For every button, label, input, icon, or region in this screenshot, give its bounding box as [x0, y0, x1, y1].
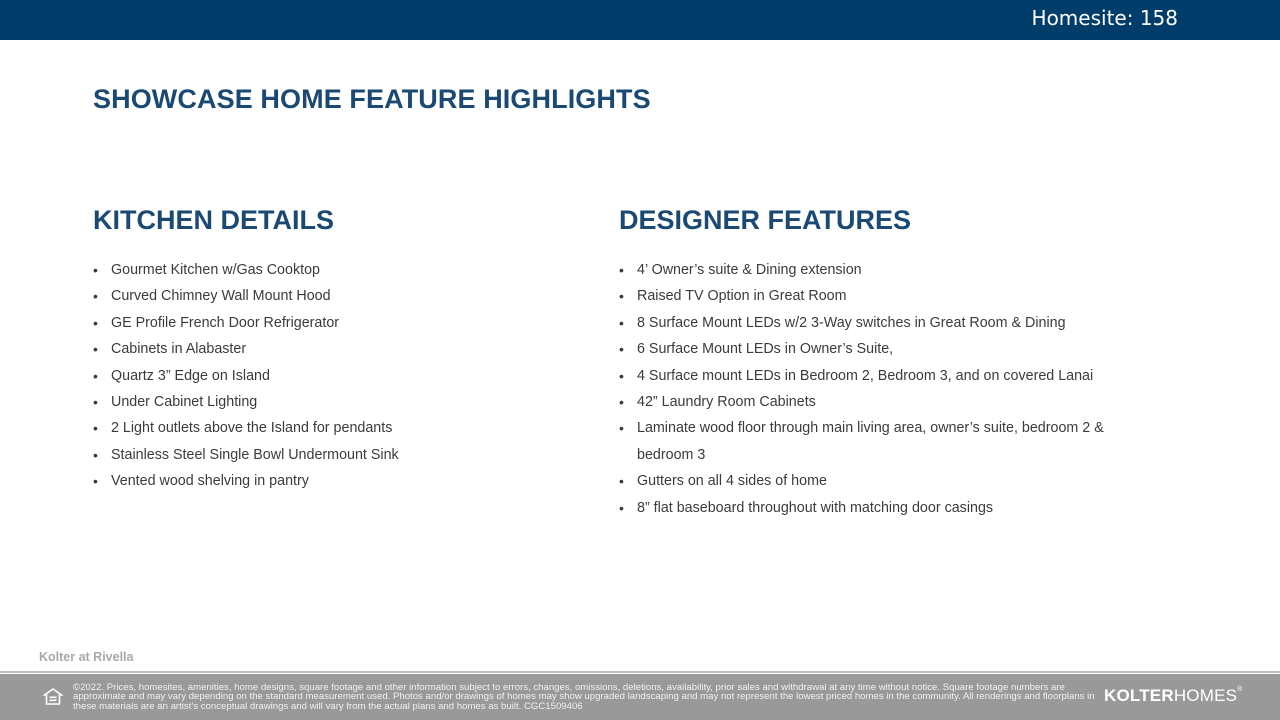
list-item: • 8 Surface Mount LEDs w/2 3-Way switches in Great Room & Dining: [619, 310, 1119, 336]
list-item: • Gourmet Kitchen w/Gas Cooktop: [93, 257, 573, 283]
designer-features-title: DESIGNER FEATURES: [619, 205, 912, 235]
list-item: • Raised TV Option in Great Room: [619, 283, 1119, 309]
logo-text-bold: KOLTER: [1104, 686, 1174, 705]
kitchen-details-list: [93, 257, 573, 495]
list-item: • Stainless Steel Single Bowl Undermount Sink: [93, 442, 573, 468]
community-name: Kolter at Rivella: [39, 650, 134, 664]
footer-divider: [0, 671, 1280, 673]
list-item: • Under Cabinet Lighting: [93, 389, 573, 415]
list-item: • Gutters on all 4 sides of home: [619, 468, 1119, 494]
equal-housing-icon: [43, 687, 63, 707]
list-item: • 4’ Owner’s suite & Dining extension: [619, 257, 1119, 283]
designer-features-list: [619, 257, 1119, 521]
homesite-label: Homesite: 158: [1031, 6, 1178, 30]
kitchen-details-title: KITCHEN DETAILS: [93, 205, 334, 235]
logo-text-regular: HOMES: [1173, 686, 1238, 705]
list-item: • GE Profile French Door Refrigerator: [93, 310, 573, 336]
legal-disclaimer: ©2022. Prices, homesites, amenities, home designs, square footage and other information subject to errors, changes, omissions, deletions, availability, prior sales and withdrawal at any time without notice. Square footage numbers are approximate and may vary depending on the standard measurement used. Photos and/or drawings of homes may show upgraded landscaping and may not represent the lowest priced homes in the community. All renderings and floorplans in these materials are an artist’s conceptual drawings and will vary from the actual plans and homes as built. CGC1509406: [73, 682, 1095, 712]
list-item: • 4 Surface mount LEDs in Bedroom 2, Bedroom 3, and on covered Lanai: [619, 363, 1119, 389]
kolter-homes-logo: [1104, 686, 1243, 706]
header-bar: [0, 0, 1280, 40]
list-item: • Vented wood shelving in pantry: [93, 468, 573, 494]
registered-mark: ®: [1237, 686, 1243, 693]
list-item: • Laminate wood floor through main living area, owner’s suite, bedroom 2 & bedroom 3: [619, 415, 1119, 468]
list-item: • 42” Laundry Room Cabinets: [619, 389, 1119, 415]
page-title: SHOWCASE HOME FEATURE HIGHLIGHTS: [93, 84, 651, 114]
list-item: • 6 Surface Mount LEDs in Owner’s Suite,: [619, 336, 1119, 362]
list-item: • Quartz 3” Edge on Island: [93, 363, 573, 389]
list-item: • Curved Chimney Wall Mount Hood: [93, 283, 573, 309]
list-item: • Cabinets in Alabaster: [93, 336, 573, 362]
list-item: • 2 Light outlets above the Island for pendants: [93, 415, 573, 441]
list-item: • 8” flat baseboard throughout with matching door casings: [619, 495, 1119, 521]
